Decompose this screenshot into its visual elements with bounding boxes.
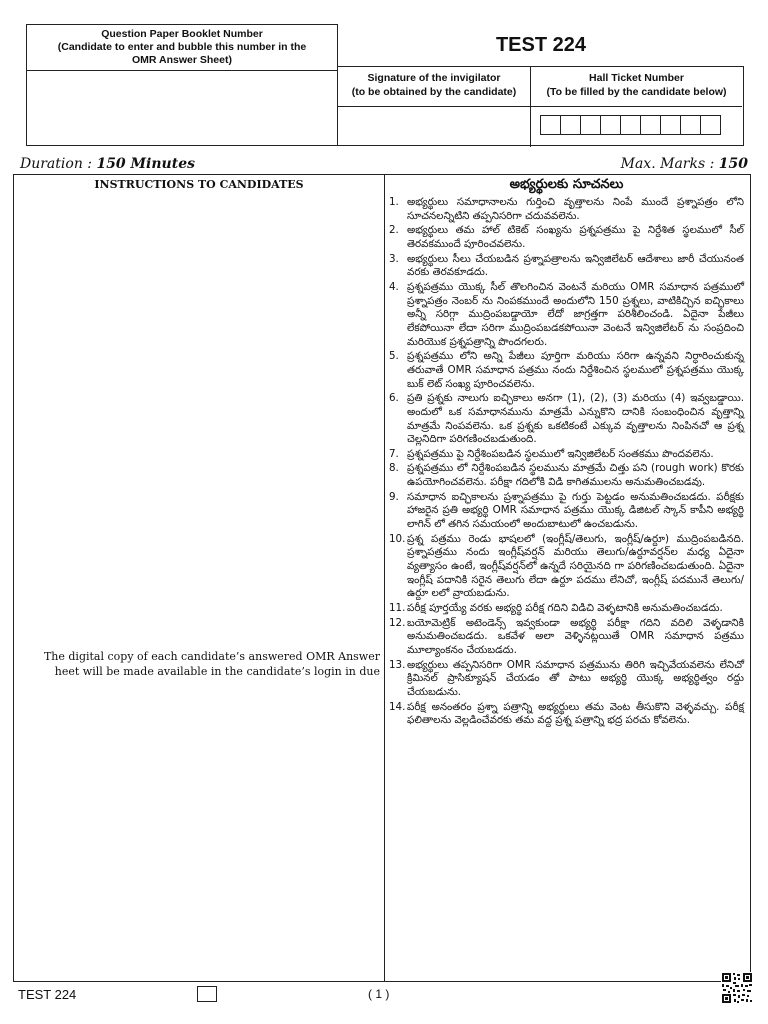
hall-ticket-digit-box[interactable] [620,115,641,135]
hall-label-line2: (To be filled by the candidate below) [546,86,727,98]
digital-copy-note [30,649,380,679]
duration-label: Duration : [20,156,97,172]
list-item [389,448,744,462]
item-text: అభ్యర్థులు సమాధానాలను గుర్తించి వృత్తాలను నింపే ముందే ప్రశ్నాపత్రం లోని సూచనలన్నిటిని తప్పనిసరిగా చదువవలెను. [407,196,744,222]
telugu-instructions-list [389,196,744,728]
item-text: బయోమెట్రిక్ అటెండెన్స్ ఇవ్వకుండా అభ్యర్థి పరీక్షా గదిని వదిలి వెళ్ళడానికి అనుమతించబడదు. ఒకవేళ అలా వెళ్ళినట్లయితే OMR సమాధాన పత్రము మూల్యాంకనం చేయబడదు. [407,616,744,656]
list-item [389,224,744,251]
hall-ticket-cell [531,67,742,147]
item-number: 10. [389,532,406,545]
booklet-number-label [27,25,337,71]
list-item [389,350,744,391]
hall-ticket-digit-box[interactable] [560,115,581,135]
signature-label-line2: (to be obtained by the candidate) [351,86,517,98]
item-number: 12. [389,616,406,629]
telugu-instructions-column [385,175,750,981]
item-text: పరీక్ష పూర్తయ్యే వరకు అభ్యర్థి పరీక్ష గదిని విడిచి వెళ్ళటానికి అనుమతించబడదు. [407,602,723,615]
item-text: ప్రతి ప్రశ్నకు నాలుగు ఐచ్ఛికాలు అనగా (1), (2), (3) మరియు (4) ఇవ్వబడ్డాయి. అందులో ఒక సమాధానమును మాత్రమే ఎన్నుకొని దానికి సంబంధించిన వృత్తాన్ని మాత్రమే నింపవలెను. ఒక ప్రశ్నకు ఒకటికంటే ఎక్కువ వృత్తాలను నింపినచో ఆ ప్రశ్న చెల్లనిదిగా పరిగణించబడుతుంది. [407,392,744,446]
invigilator-signature-cell [338,67,531,147]
hall-ticket-digit-box[interactable] [600,115,621,135]
item-text: అభ్యర్థులు తమ హాల్ టికెట్ సంఖ్యను ప్రశ్నపత్రము పై నిర్దేశిత స్థలములో సీల్ తెరవకముందే పూరించవలెను. [407,224,744,250]
duration [20,156,195,172]
max-marks-value: 150 [718,156,748,172]
test-title: TEST 224 [495,34,587,56]
signature-label-line1: Signature of the invigilator [367,72,501,84]
hall-ticket-digit-box[interactable] [540,115,561,135]
list-item [389,659,744,700]
hall-ticket-digit-box[interactable] [660,115,681,135]
footer-test-label: TEST 224 [18,987,77,1002]
telugu-instructions-title: అభ్యర్థులకు సూచనలు [509,177,624,192]
item-number: 8. [389,462,399,475]
hall-ticket-digit-box[interactable] [580,115,601,135]
item-number: 7. [389,447,399,460]
invigilator-signature-label [338,67,530,107]
hall-label-line1: Hall Ticket Number [589,72,684,84]
list-item [389,253,744,280]
list-item [389,617,744,658]
item-number: 5. [389,350,399,363]
hall-ticket-digit-box[interactable] [700,115,721,135]
signature-hall-grid [338,66,744,146]
item-number: 14. [389,700,406,713]
list-item [389,462,744,489]
item-number: 9. [389,490,399,503]
list-item [389,281,744,349]
hall-ticket-boxes [541,115,721,135]
booklet-label-line1: Question Paper Booklet Number [101,28,263,40]
item-text: సమాధాన ఐచ్ఛికాలను ప్రశ్నాపత్రము పై గుర్తు పెట్టడం అనుమతించబడదు. పరీక్షకు హాజరైన ప్రతి అభ్యర్థి OMR సమాధాన పత్రము యొక్క డిజిటల్ స్కాన్ కాపీని అభ్యర్థి లాగిన్ లో తగిన సమయంలో అందుబాటులో ఉంచబడును. [407,490,744,531]
item-text: ప్రశ్నపత్రము పై నిర్దేశింపబడిన స్థలములో ఇన్విజిలేటర్ సంతకము పొందవలెను. [407,447,714,460]
item-number: 3. [389,252,399,265]
item-text: ప్రశ్న పత్రము రెండు భాషలలో (ఇంగ్లీష్/తెలుగు, ఇంగ్లీష్/ఉర్దూ) ముద్రింపబడినది. ప్రశ్నాపత్రము నందు ఇంగ్లీష్‌వర్షన్ మరియు తెలుగు/ఉర్దూవర్షన్‌ల మధ్య ఏదైనా వ్యత్యాసం ఉంటే, ఇంగ్లీష్‌వర్షన్‌లో ఉన్నదే సరియైనది గా పరిగణించబడుతుంది. ఏదైనా ఇంగ్లీష్ పదానికి సరైన తెలుగు లేదా ఉర్దూ పదము లేనిచో, ఇంగ్లీష్ పదమునే తెలుగు/ఉర్దూ లలో వ్రాయబడును. [407,532,744,600]
item-text: ప్రశ్నపత్రము లోని అన్ని పేజీలు పూర్తిగా మరియు సరిగా ఉన్నవని నిర్ధారించుకున్న తరువాతే OMR సమాధాన పత్రము నందు నిర్దేశించిన స్థలములో ప్రశ్నపత్రము యొక్క బుక్ లెట్ సంఖ్య పూరించవలెను. [407,350,744,390]
item-number: 13. [389,658,406,671]
list-item [389,602,744,616]
list-item [389,491,744,532]
qr-code-icon [721,972,753,1004]
digital-note-line2: heet will be made available in the candidate’s login in due [54,665,380,678]
hall-ticket-digit-box[interactable] [640,115,661,135]
booklet-number-box [26,24,338,146]
item-number: 4. [389,280,399,293]
item-number: 11. [389,602,406,615]
hall-ticket-label [531,67,742,107]
item-text: అభ్యర్థులు తప్పనిసరిగా OMR సమాధాన పత్రమును తిరిగి ఇచ్చివేయవలెను లేనిచో క్రిమినల్ ప్రాసిక్యూషన్ చేయడం తో పాటు అభ్యర్థి యొక్క అభ్యర్థిత్వం రద్దు చేయబడును. [407,658,744,698]
item-text: ప్రశ్నపత్రము యొక్క సీల్ తొలగించిన వెంటనే మరియు OMR సమాధాన పత్రములో ప్రశ్నాపత్రం నెంబర్ ను నింపకముందే అందులోని 150 ప్రశ్నలు, వాటికిచ్చిన ఐచ్ఛికాలు అన్నీ సరిగ్గా ముద్రింపబడ్డాయో లేదో జాగ్రత్తగా పరిశీలించండి. ఏదైనా పేజీలు లేకపోయినా లేదా సరిగా ముద్రింపబడకపోయినా వెంటనే ఇన్విజిలేటర్ ను సంప్రదించి మరియొక ప్రశ్నపత్రాన్ని పొందగలరు. [407,280,744,348]
page-number: ( 1 ) [368,987,390,1001]
list-item [389,196,744,223]
english-instructions-column [14,175,385,981]
max-marks [621,156,748,172]
booklet-label-line3: OMR Answer Sheet) [132,54,232,66]
header-block [26,24,744,148]
item-number: 1. [389,196,399,208]
english-instructions-title: INSTRUCTIONS TO CANDIDATES [94,178,304,191]
duration-value: 150 Minutes [96,156,195,172]
list-item [389,533,744,601]
item-number: 2. [389,224,399,237]
item-text: ప్రశ్నపత్రము లో నిర్దేశింపబడిన స్థలమును మాత్రమే చిత్తు పని (rough work) కొరకు ఉపయోగించవలెను. పరీక్షా గదిలోకి విడి కాగితములను అనుమతించబడవు. [407,462,744,489]
digital-note-line1: The digital copy of each candidate’s answered OMR Answer [43,650,380,663]
list-item [389,392,744,447]
booklet-label-line2: (Candidate to enter and bubble this number in the [57,41,307,53]
max-marks-label: Max. Marks : [620,156,719,172]
footer-check-box [197,986,217,1002]
item-text: అభ్యర్థులు సీలు చేయబడిన ప్రశ్నాపత్రాలను ఇన్విజిలేటర్ ఆదేశాలు జారీ చేయునంత వరకు తెరవకూడదు. [407,252,744,279]
hall-ticket-digit-box[interactable] [680,115,701,135]
item-text: పరీక్ష అనంతరం ప్రశ్నా పత్రాన్ని అభ్యర్థులు తమ వెంట తీసుకొని వెళ్ళవచ్చు. పరీక్ష ఫలితాలను వెల్లడించేవరకు తమ వద్ద ప్రశ్న పత్రాన్ని భద్ర పరచు కోవలెను. [407,700,744,727]
item-number: 6. [389,392,399,405]
instructions-frame [13,174,751,982]
list-item [389,701,744,728]
